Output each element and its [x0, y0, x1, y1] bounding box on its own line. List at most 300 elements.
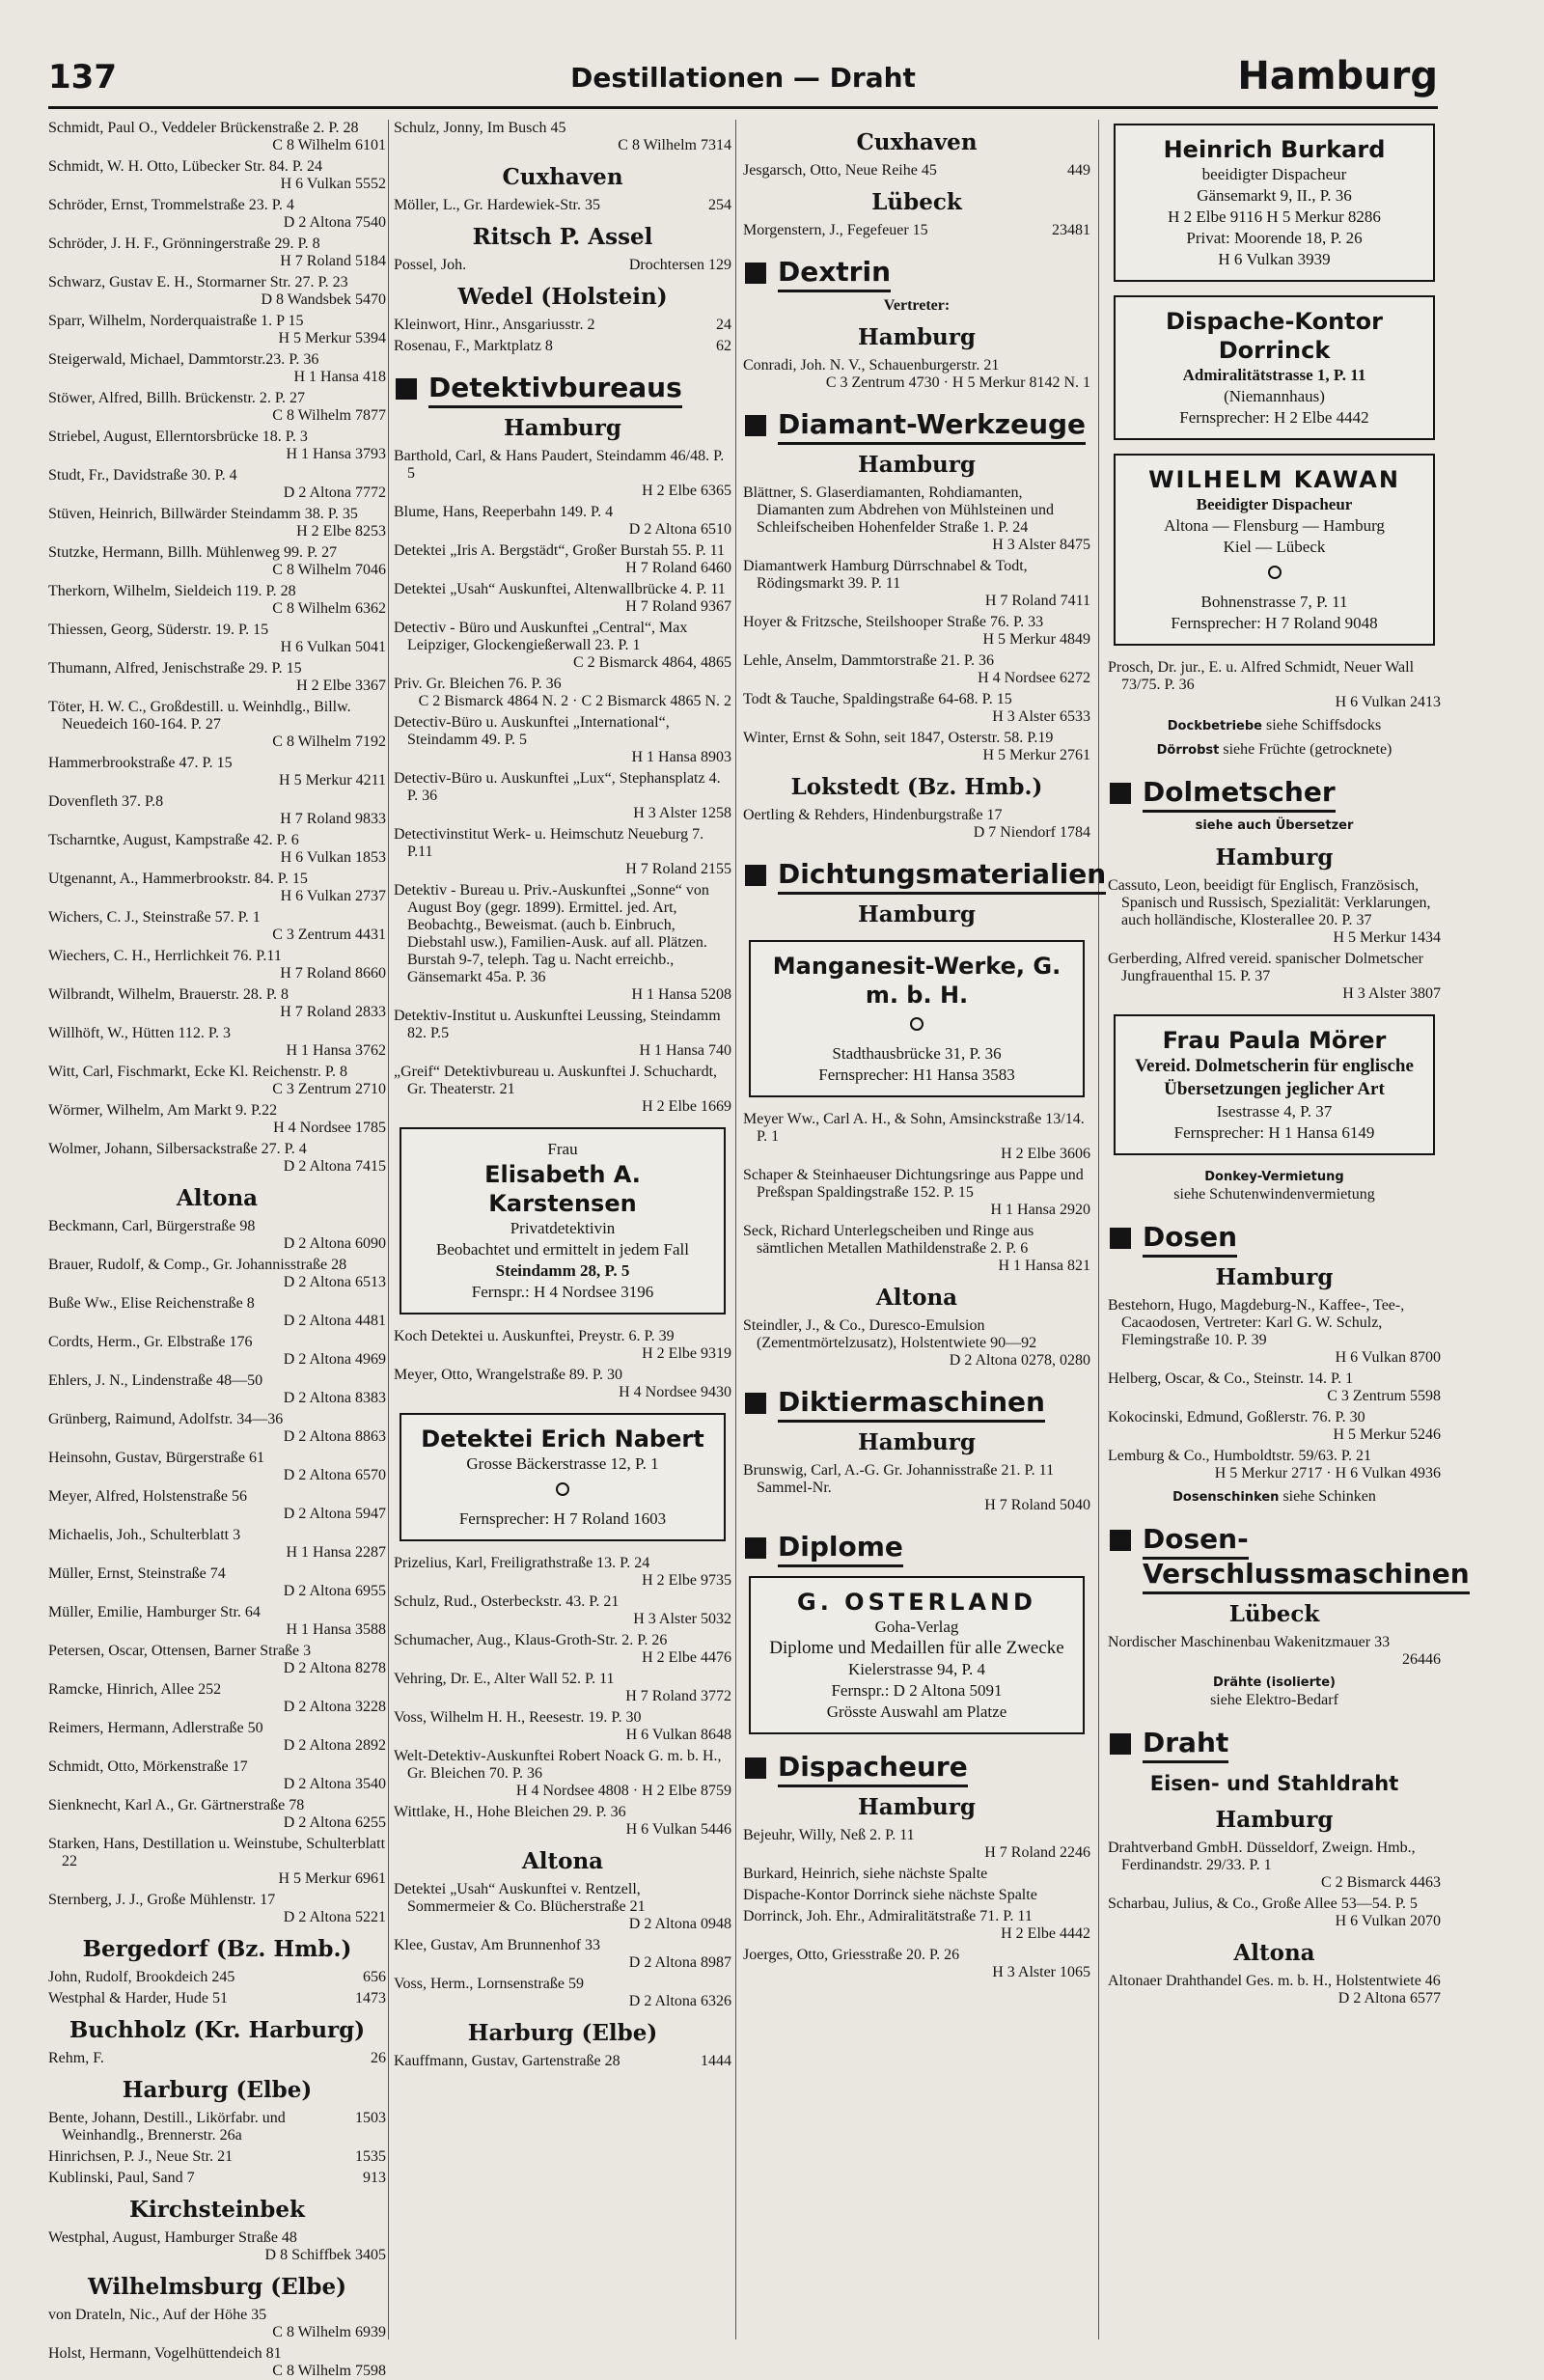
section-marker-icon	[396, 378, 417, 400]
entry-phone: H 4 Nordsee 6272	[978, 670, 1090, 686]
entry-phone: C 8 Wilhelm 7598	[272, 2363, 386, 2379]
entry-phone: H 6 Vulkan 8648	[625, 1727, 731, 1743]
entry-phone: C 2 Bismarck 4864, 4865	[573, 654, 731, 671]
entry-phone: H 5 Merkur 5246	[1333, 1426, 1441, 1443]
ad-line: Frau	[547, 1140, 578, 1158]
list-item	[394, 1632, 731, 1667]
entry-name: Studt, Fr., Davidstraße 30. P. 4	[48, 467, 237, 484]
entry-name: Vehring, Dr. E., Alter Wall 52. P. 11	[394, 1671, 615, 1687]
list-item	[1108, 1448, 1441, 1482]
list-item	[48, 1720, 386, 1755]
entry-phone: H 5 Merkur 2717 · H 6 Vulkan 4936	[1214, 1465, 1441, 1481]
entry-phone: 1535	[355, 2148, 386, 2165]
cross-reference	[1108, 717, 1441, 735]
entry-name: Wiechers, C. H., Herrlichkeit 76. P.11	[48, 948, 282, 964]
list-item	[48, 699, 386, 751]
entry-phone: D 2 Altona 6326	[628, 1993, 731, 2009]
entry-phone: H 5 Merkur 5394	[278, 330, 386, 346]
column-1	[48, 120, 386, 2379]
entry-name: Burkard, Heinrich, siehe nächste Spalte	[743, 1866, 988, 1882]
entry-name: Meyer, Alfred, Holstenstraße 56	[48, 1488, 247, 1505]
entry-list	[394, 257, 731, 274]
city-heading: Ritsch P. Assel	[472, 224, 653, 250]
entry-phone: H 1 Hansa 3588	[286, 1621, 386, 1638]
city-heading: Wedel (Holstein)	[457, 284, 668, 310]
section-marker-icon	[1110, 1530, 1131, 1551]
entry-name: Schulz, Jonny, Im Busch 45	[394, 120, 566, 136]
ad-line: Privat: Moorende 18, P. 26	[1186, 229, 1363, 247]
entry-name: Stutzke, Hermann, Billh. Mühlenweg 99. P. 27	[48, 544, 338, 561]
section-marker-icon	[1110, 1228, 1131, 1249]
ad-line: Kielerstrasse 94, P. 4	[847, 1660, 986, 1678]
ad-line: Fernsprecher: H1 Hansa 3583	[818, 1065, 1015, 1084]
cross-reference	[1108, 1169, 1441, 1204]
list-item	[394, 1748, 731, 1800]
section-subheading: Vertreter:	[883, 297, 951, 314]
entry-name: Prosch, Dr. jur., E. u. Alfred Schmidt, Neuer Wall 73/75. P. 36	[1108, 659, 1415, 693]
section-heading: Diktiermaschinen	[743, 1385, 1090, 1420]
list-item	[1108, 1370, 1441, 1405]
entry-phone: H 7 Roland 2155	[625, 861, 731, 877]
list-item	[394, 826, 731, 878]
entry-name: Dispache-Kontor Dorrinck siehe nächste Spalte	[743, 1887, 1037, 1903]
entry-name: Schulz, Rud., Osterbeckstr. 43. P. 21	[394, 1593, 620, 1610]
entry-name: Westphal & Harder, Hude 51	[48, 1990, 229, 2006]
section-heading: Diamant-Werkzeuge	[743, 407, 1090, 442]
list-item	[743, 1866, 1090, 1883]
list-item	[743, 1111, 1090, 1163]
column-divider	[735, 120, 736, 2339]
ref-term: Dörrobst	[1156, 743, 1220, 758]
list-item	[394, 676, 731, 710]
entry-name: Voss, Herm., Lornsenstraße 59	[394, 1976, 585, 1992]
advertisement-box	[1114, 295, 1435, 440]
column-divider	[1098, 120, 1099, 2339]
entry-name: Koch Detektei u. Auskunftei, Preystr. 6. P. 39	[394, 1328, 675, 1344]
list-item	[48, 832, 386, 867]
entry-list	[1108, 1297, 1441, 1482]
header-rule	[48, 106, 1438, 109]
list-item	[743, 1947, 1090, 1981]
list-item	[394, 1367, 731, 1401]
advertisement-box	[1114, 124, 1435, 282]
list-item	[394, 504, 731, 539]
section-heading: Dispacheure	[743, 1750, 1090, 1785]
list-item	[1108, 1840, 1441, 1892]
entry-phone: 449	[1067, 162, 1090, 179]
list-item	[1108, 1297, 1441, 1367]
entry-name: Hinrichsen, P. J., Neue Str. 21	[48, 2148, 234, 2165]
list-item	[1108, 1896, 1441, 1930]
entry-phone: H 3 Alster 1065	[992, 1964, 1090, 1980]
entry-name: Todt & Tauche, Spaldingstraße 64-68. P. 15	[743, 691, 1012, 707]
ad-line: Fernspr.: H 4 Nordsee 3196	[471, 1283, 654, 1301]
entry-name: Bejeuhr, Willy, Neß 2. P. 11	[743, 1827, 915, 1843]
list-item	[394, 1804, 731, 1839]
entry-phone: H 4 Nordsee 1785	[273, 1120, 386, 1136]
ref-text: siehe Schinken	[1279, 1488, 1376, 1505]
entry-phone: H 6 Vulkan 5446	[625, 1821, 731, 1838]
list-item	[743, 558, 1090, 610]
city-heading: Buchholz (Kr. Harburg)	[69, 2017, 366, 2043]
entry-phone: C 8 Wilhelm 7046	[272, 562, 386, 578]
list-item	[394, 581, 731, 616]
entry-list	[1108, 877, 1441, 1003]
entry-phone: H 5 Merkur 1434	[1333, 929, 1441, 946]
entry-name: Bente, Johann, Destill., Likörfabr. und Weinhandlg., Brennerstr. 26a	[48, 2110, 286, 2144]
column-4	[1108, 120, 1470, 2339]
entry-name: Beckmann, Carl, Bürgerstraße 98	[48, 1218, 256, 1234]
entry-name: Meyer, Otto, Wrangelstraße 89. P. 30	[394, 1367, 623, 1383]
section-heading: Dextrin	[743, 255, 1090, 290]
list-item	[48, 2170, 386, 2187]
ad-title: WILHELM KAWAN	[1148, 466, 1400, 493]
list-item	[48, 1064, 386, 1098]
list-item	[48, 1892, 386, 1926]
list-item	[48, 235, 386, 270]
list-item	[48, 909, 386, 944]
entry-phone: H 1 Hansa 740	[639, 1042, 731, 1059]
ad-line: Vereid. Dolmetscherin für englische Übersetzungen jeglicher Art	[1135, 1056, 1414, 1099]
entry-phone: 26	[371, 2050, 386, 2066]
entry-phone: H 6 Vulkan 2737	[280, 888, 386, 904]
list-item	[394, 1064, 731, 1116]
list-item	[743, 1317, 1090, 1370]
section-marker-icon	[1110, 1733, 1131, 1755]
entry-list	[394, 197, 731, 214]
ref-text: siehe Schiffsdocks	[1261, 717, 1382, 733]
entry-phone: H 7 Roland 9367	[625, 598, 731, 615]
entry-phone: D 2 Altona 0278, 0280	[949, 1352, 1090, 1369]
entry-phone: H 7 Roland 6460	[625, 560, 731, 576]
ad-line: Beeidigter Dispacheur	[1196, 495, 1353, 513]
entry-phone: 656	[363, 1969, 386, 1985]
entry-name: Klee, Gustav, Am Brunnenhof 33	[394, 1937, 601, 1953]
entry-name: Holst, Hermann, Vogelhüttendeich 81	[48, 2345, 282, 2362]
city-heading: Lübeck	[871, 189, 962, 215]
entry-phone: H 1 Hansa 3762	[286, 1042, 386, 1059]
entry-list	[48, 2307, 386, 2380]
list-item	[48, 158, 386, 193]
city-heading: Altona	[521, 1848, 604, 1874]
ad-line: Goha-Verlag	[874, 1618, 959, 1636]
entry-name: Priv. Gr. Bleichen 76. P. 36	[394, 676, 562, 692]
list-item	[743, 614, 1090, 649]
advertisement-box	[749, 940, 1085, 1097]
city-heading: Hamburg	[1215, 844, 1334, 871]
entry-name: Möller, L., Gr. Hardewiek-Str. 35	[394, 197, 600, 213]
entry-name: Müller, Emilie, Hamburger Str. 64	[48, 1604, 261, 1620]
entry-phone: 1473	[355, 1990, 386, 2006]
entry-phone: 23481	[1052, 222, 1090, 238]
city-heading: Hamburg	[858, 1429, 976, 1455]
entry-phone: C 3 Zentrum 5598	[1327, 1388, 1441, 1404]
entry-phone: C 2 Bismarck 4463	[1321, 1874, 1441, 1891]
entry-list	[1108, 1973, 1441, 2007]
entry-phone: C 8 Wilhelm 6362	[272, 600, 386, 617]
entry-name: Heinsohn, Gustav, Bürgerstraße 61	[48, 1450, 264, 1466]
entry-name: Voss, Wilhelm H. H., Reesestr. 19. P. 30	[394, 1709, 642, 1726]
list-item	[48, 871, 386, 905]
entry-name: Petersen, Oscar, Ottensen, Barner Straße 3	[48, 1643, 312, 1659]
entry-phone: H 5 Merkur 4211	[279, 772, 386, 789]
entry-phone: H 6 Vulkan 1853	[280, 849, 386, 866]
entry-name: Michaelis, Joh., Schulterblatt 3	[48, 1527, 241, 1543]
list-item	[394, 1881, 731, 1933]
entry-phone: D 2 Altona 5221	[283, 1909, 386, 1925]
advertisement-box	[1114, 454, 1435, 646]
entry-name: Diamantwerk Hamburg Dürrschnabel & Todt, Rödingsmarkt 39. P. 11	[743, 558, 1028, 592]
ref-term: Donkey-Vermietung	[1204, 1170, 1344, 1184]
entry-phone: D 2 Altona 7772	[283, 484, 386, 501]
section-heading: Dichtungsmaterialien	[743, 857, 1090, 892]
entry-list	[743, 484, 1090, 764]
entry-phone: H 1 Hansa 418	[293, 369, 386, 385]
entry-list	[394, 317, 731, 355]
list-item	[48, 1218, 386, 1253]
entry-name: Kleinwort, Hinr., Ansgariusstr. 2	[394, 317, 595, 333]
section-marker-icon	[745, 1393, 766, 1414]
entry-phone: D 2 Altona 0948	[628, 1916, 731, 1932]
entry-list	[743, 222, 1090, 239]
city-heading: Hamburg	[858, 324, 976, 350]
list-item	[394, 317, 731, 334]
list-item	[743, 357, 1090, 392]
list-item	[1108, 1634, 1441, 1669]
ad-line: Grösste Auswahl am Platze	[826, 1702, 1007, 1721]
entry-name: „Greif“ Detektivbureau u. Auskunftei J. Schuchardt, Gr. Theaterstr. 21	[394, 1064, 718, 1097]
entry-name: Detektiv - Bureau u. Priv.-Auskunftei „Sonne“ von August Boy (gegr. 1899). Ermittel. jed. Art, Beobachtg., Beweismat. (auch b. Einbruch, Diebstahl usw.), Familien-Ausk. auf all. Plätzen. Burstah 9-7, teleph. Tag u. Nacht erreichb., Gänsemarkt 45a. P. 36	[394, 882, 709, 985]
entry-name: Oertling & Rehders, Hindenburgstraße 17	[743, 807, 1003, 823]
entry-phone: C 8 Wilhelm 7877	[272, 407, 386, 424]
list-item	[48, 429, 386, 463]
list-item	[48, 2345, 386, 2380]
entry-name: Dorrinck, Joh. Ehr., Admiralitätstraße 71. P. 11	[743, 1908, 1033, 1924]
entry-name: Detektiv-Institut u. Auskunftei Leussing, Steindamm 82. P.5	[394, 1008, 721, 1041]
entry-name: Blume, Hans, Reeperbahn 149. P. 4	[394, 504, 614, 520]
page-number: 137	[48, 58, 117, 97]
section-heading: Draht	[1108, 1726, 1441, 1760]
entry-name: Sparr, Wilhelm, Norderquaistraße 1. P 15	[48, 313, 304, 329]
entry-phone: D 2 Altona 6090	[283, 1235, 386, 1252]
entry-name: Rosenau, F., Marktplatz 8	[394, 338, 553, 354]
list-item	[1108, 659, 1441, 711]
entry-name: Drahtverband GmbH. Düsseldorf, Zweign. Hmb., Ferdinandstr. 29/33. P. 1	[1108, 1840, 1416, 1873]
entry-phone: H 6 Vulkan 2070	[1335, 1913, 1441, 1929]
entry-list	[743, 162, 1090, 180]
entry-name: Buße Ww., Elise Reichenstraße 8	[48, 1295, 255, 1312]
entry-list	[394, 120, 731, 154]
entry-list	[743, 1827, 1090, 1981]
entry-name: Willhöft, W., Hütten 112. P. 3	[48, 1025, 231, 1041]
entry-name: Seck, Richard Unterlegscheiben und Ringe aus sämtlichen Metallen Mathildenstraße 2. P. 6	[743, 1223, 1034, 1257]
list-item	[48, 1102, 386, 1137]
entry-name: Stöwer, Alfred, Billh. Brückenstr. 2. P. 27	[48, 390, 306, 406]
list-item	[394, 338, 731, 355]
section-marker-icon	[745, 1757, 766, 1779]
entry-name: Welt-Detektiv-Auskunftei Robert Noack G. m. b. H., Gr. Bleichen 70. P. 36	[394, 1748, 722, 1782]
entry-name: Jesgarsch, Otto, Neue Reihe 45	[743, 162, 937, 179]
entry-phone: H 6 Vulkan 5552	[280, 176, 386, 192]
entry-list	[743, 357, 1090, 392]
entry-name: Striebel, August, Ellerntorsbrücke 18. P. 3	[48, 429, 308, 445]
city-heading: Lokstedt (Bz. Hmb.)	[790, 774, 1043, 800]
entry-phone: H 1 Hansa 8903	[631, 749, 731, 765]
entry-list	[394, 1328, 731, 1401]
entry-phone: D 2 Altona 3540	[283, 1776, 386, 1792]
section-heading: Dosen-Verschlussmaschinen	[1108, 1522, 1441, 1591]
entry-name: Kublinski, Paul, Sand 7	[48, 2170, 195, 2186]
entry-name: Steigerwald, Michael, Dammtorstr.23. P. 36	[48, 351, 319, 368]
section-subheading: siehe auch Übersetzer	[1195, 818, 1354, 833]
list-item	[48, 1681, 386, 1716]
city-heading: Hamburg	[858, 901, 976, 927]
list-item	[48, 793, 386, 828]
list-item	[743, 652, 1090, 687]
entry-phone: H 6 Vulkan 2413	[1335, 694, 1441, 710]
column-divider	[388, 120, 389, 2339]
list-item	[1108, 1973, 1441, 2007]
entry-name: Wichers, C. J., Steinstraße 57. P. 1	[48, 909, 261, 926]
entry-phone: 913	[363, 2170, 386, 2186]
list-item	[48, 986, 386, 1021]
list-item	[394, 1555, 731, 1590]
list-item	[743, 730, 1090, 764]
entry-name: Reimers, Hermann, Adlerstraße 50	[48, 1720, 263, 1736]
entry-phone: D 2 Altona 4481	[283, 1313, 386, 1329]
entry-name: Detectiv-Büro u. Auskunftei „International“, Steindamm 49. P. 5	[394, 714, 670, 748]
entry-phone: H 7 Roland 8660	[280, 965, 386, 982]
section-marker-icon	[745, 263, 766, 284]
entry-phone: D 2 Altona 6513	[283, 1274, 386, 1290]
list-item	[48, 544, 386, 579]
list-item	[743, 1167, 1090, 1219]
entry-name: Thiessen, Georg, Süderstr. 19. P. 15	[48, 622, 269, 638]
list-item	[48, 2307, 386, 2341]
list-item	[48, 467, 386, 502]
entry-list	[48, 2050, 386, 2067]
list-item	[48, 1836, 386, 1888]
list-item	[743, 691, 1090, 726]
entry-phone: H 3 Alster 5032	[633, 1611, 731, 1627]
advertisement-box	[400, 1127, 726, 1315]
entry-name: Hoyer & Fritzsche, Steilshooper Straße 76. P. 33	[743, 614, 1044, 630]
entry-phone: H 3 Alster 8475	[992, 537, 1090, 553]
list-item	[48, 1025, 386, 1060]
entry-name: John, Rudolf, Brookdeich 245	[48, 1969, 235, 1985]
list-item	[394, 1593, 731, 1628]
entry-name: Altonaer Drahthandel Ges. m. b. H., Holstentwiete 46	[1108, 1973, 1441, 1989]
column-3	[743, 120, 1107, 2339]
circle-ornament-icon	[910, 1017, 924, 1031]
entry-phone: H 2 Elbe 4442	[1001, 1925, 1090, 1942]
list-item	[48, 1969, 386, 1986]
entry-name: Schmidt, Otto, Mörkenstraße 17	[48, 1758, 248, 1775]
list-item	[394, 714, 731, 766]
list-item	[743, 1223, 1090, 1275]
entry-phone: D 2 Altona 5947	[283, 1506, 386, 1522]
entry-phone: H 7 Roland 7411	[984, 593, 1090, 609]
list-item	[48, 1450, 386, 1484]
entry-name: Grünberg, Raimund, Adolfstr. 34—36	[48, 1411, 284, 1427]
entry-name: Wörmer, Wilhelm, Am Markt 9. P.22	[48, 1102, 278, 1119]
circle-ornament-icon	[1268, 566, 1282, 579]
cross-reference	[1108, 741, 1441, 760]
list-item	[1108, 877, 1441, 947]
entry-name: Prizelius, Karl, Freiligrathstraße 13. P. 24	[394, 1555, 650, 1571]
entry-phone: Drochtersen 129	[628, 257, 731, 273]
ad-line: Gänsemarkt 9, II., P. 36	[1197, 186, 1352, 205]
list-item	[48, 1990, 386, 2007]
list-item	[48, 1643, 386, 1677]
list-item	[48, 1797, 386, 1832]
ad-line: (Niemannhaus)	[1224, 387, 1325, 405]
entry-name: Westphal, August, Hamburger Straße 48	[48, 2229, 297, 2246]
list-item	[743, 1908, 1090, 1943]
entry-phone: C 3 Zentrum 2710	[272, 1081, 386, 1097]
list-item	[394, 1976, 731, 2010]
entry-phone: D 2 Altona 8278	[283, 1660, 386, 1676]
entry-list	[1108, 1634, 1441, 1669]
entry-list	[394, 1555, 731, 1839]
entry-phone: 62	[716, 338, 731, 354]
entry-phone: C 8 Wilhelm 7314	[618, 137, 731, 153]
list-item	[394, 620, 731, 672]
ad-line: Admiralitätstrasse 1, P. 11	[1182, 366, 1366, 384]
entry-list	[743, 807, 1090, 842]
entry-phone: H 2 Elbe 9735	[642, 1572, 731, 1589]
advertisement-box	[400, 1413, 726, 1541]
ad-line: Steindamm 28, P. 5	[495, 1261, 630, 1280]
entry-phone: D 7 Niendorf 1784	[973, 824, 1090, 841]
entry-phone: H 2 Elbe 6365	[642, 483, 731, 499]
cross-reference	[1108, 1488, 1441, 1507]
ad-title: Detektei Erich Nabert	[421, 1425, 704, 1453]
list-item	[48, 1141, 386, 1176]
entry-name: Meyer Ww., Carl A. H., & Sohn, Amsinckstraße 13/14. P. 1	[743, 1111, 1085, 1145]
entry-name: Schmidt, W. H. Otto, Lübecker Str. 84. P. 24	[48, 158, 322, 175]
column-2	[394, 120, 731, 2339]
entry-phone: H 1 Hansa 2287	[286, 1544, 386, 1561]
entry-list	[394, 1881, 731, 2010]
entry-name: Lemburg & Co., Humboldtstr. 59/63. P. 21	[1108, 1448, 1372, 1464]
page-title: Destillationen — Draht	[570, 62, 916, 94]
ref-text: siehe Elektro-Bedarf	[1210, 1692, 1338, 1708]
entry-phone: H 1 Hansa 2920	[990, 1202, 1090, 1218]
entry-name: Conradi, Joh. N. V., Schauenburgerstr. 21	[743, 357, 1000, 374]
entry-list	[743, 1462, 1090, 1514]
ref-term: Dosenschinken	[1172, 1490, 1280, 1505]
list-item	[394, 1709, 731, 1744]
list-item	[48, 506, 386, 540]
entry-name: Detectivinstitut Werk- u. Heimschutz Neueburg 7. P.11	[394, 826, 704, 860]
entry-phone: H 7 Roland 2833	[280, 1004, 386, 1020]
entry-name: Schaper & Steinhaeuser Dichtungsringe aus Pappe und Preßspan Spaldingstraße 152. P. 15	[743, 1167, 1084, 1201]
city-heading: Altona	[1233, 1940, 1315, 1966]
entry-phone: D 8 Schiffbek 3405	[264, 2247, 386, 2263]
entry-list	[48, 120, 386, 1176]
cross-reference	[1108, 1674, 1441, 1710]
ad-title: G. OSTERLAND	[797, 1589, 1036, 1616]
entry-phone: H 6 Vulkan 8700	[1335, 1349, 1441, 1366]
entry-phone: 254	[708, 197, 731, 213]
section-subheading: Eisen- und Stahldraht	[1149, 1772, 1399, 1795]
list-item	[48, 2229, 386, 2264]
entry-name: Helberg, Oscar, & Co., Steinstr. 14. P. 1	[1108, 1370, 1354, 1387]
entry-name: Detektei „Usah“ Auskunftei v. Rentzell, Sommermeier & Co. Blücherstraße 21	[394, 1881, 646, 1915]
entry-name: Cordts, Herm., Gr. Elbstraße 176	[48, 1334, 253, 1350]
entry-phone: H 7 Roland 2246	[984, 1844, 1090, 1861]
